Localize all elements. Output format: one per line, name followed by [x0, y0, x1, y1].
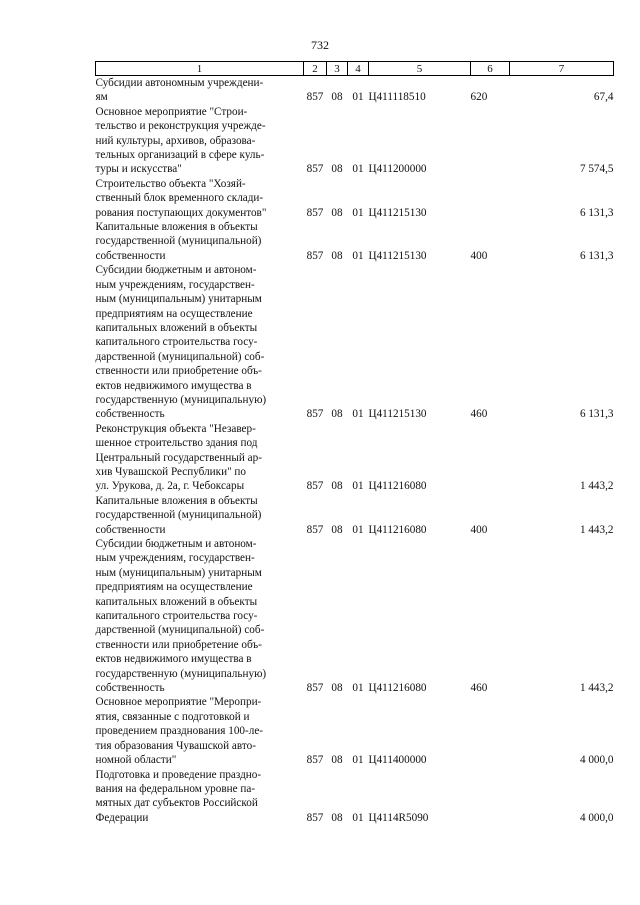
header-col-2: 2	[304, 62, 327, 76]
target-article-code: Ц411216080	[368, 523, 427, 536]
target-article-code: Ц411200000	[368, 163, 427, 176]
expense-type-code	[471, 105, 510, 177]
item-name	[96, 220, 304, 263]
header-col-4: 4	[348, 62, 369, 76]
item-name-line: ным учреждениям, государствен-	[95, 278, 255, 291]
amount: 1 443,2	[579, 523, 614, 536]
item-name-line: собственности	[95, 249, 166, 262]
item-name	[96, 537, 304, 695]
item-name-line: государственную (муниципальную)	[95, 667, 267, 680]
amount: 1 443,2	[579, 480, 614, 493]
table-row	[96, 537, 614, 695]
table-body	[96, 76, 614, 826]
item-name-line: мятных дат субъектов Российской	[95, 797, 258, 810]
table-row	[96, 695, 614, 767]
expense-type-code: 620	[470, 91, 488, 104]
item-name-line: собственность	[95, 682, 165, 695]
item-name-line: Основное мероприятие "Строи-	[95, 105, 248, 118]
amount: 6 131,3	[579, 206, 614, 219]
ministry-code: 857	[306, 682, 324, 695]
section-code: 08	[331, 91, 343, 104]
amount: 6 131,3	[579, 249, 614, 262]
item-name	[96, 768, 304, 826]
ministry-code: 857	[306, 249, 324, 262]
item-name	[96, 263, 304, 421]
section-code: 08	[331, 206, 343, 219]
amount: 67,4	[593, 91, 614, 104]
item-name-line: государственной (муниципальной)	[95, 509, 262, 522]
item-name-line: номной области"	[95, 754, 177, 767]
item-name-line: тельных организаций в сфере куль-	[95, 149, 265, 162]
item-name-line: шенное строительство здания под	[95, 437, 258, 450]
expense-type-code	[471, 695, 510, 767]
item-name-line: Подготовка и проведение праздно-	[95, 768, 262, 781]
item-name	[96, 494, 304, 537]
item-name-line: ектов недвижимого имущества в	[95, 653, 252, 666]
item-name	[96, 76, 304, 105]
section-code: 08	[331, 754, 343, 767]
item-name-line: ственности или приобретение объ-	[95, 365, 262, 378]
target-article-code: Ц411216080	[368, 682, 427, 695]
header-col-3: 3	[327, 62, 348, 76]
section-code: 08	[331, 480, 343, 493]
ministry-code: 857	[306, 480, 324, 493]
section-code: 08	[331, 163, 343, 176]
item-name-line: предприятиям на осуществление	[95, 581, 253, 594]
subsection-code: 01	[352, 811, 364, 824]
item-name-line: капитального строительства госу-	[95, 336, 258, 349]
item-name-line: капитальных вложений в объекты	[95, 595, 258, 608]
table-row	[96, 105, 614, 177]
ministry-code: 857	[306, 408, 324, 421]
section-code: 08	[331, 811, 343, 824]
item-name	[96, 422, 304, 494]
item-name-line: предприятиям на осуществление	[95, 307, 253, 320]
subsection-code: 01	[352, 754, 364, 767]
item-name-line: ям	[95, 91, 108, 104]
target-article-code: Ц411216080	[368, 480, 427, 493]
item-name-line: Строительство объекта "Хозяй-	[95, 177, 246, 190]
subsection-code: 01	[352, 408, 364, 421]
subsection-code: 01	[352, 249, 364, 262]
budget-table	[95, 61, 614, 825]
subsection-code: 01	[352, 91, 364, 104]
table-row	[96, 494, 614, 537]
page-number: 732	[311, 38, 329, 52]
table-row	[96, 422, 614, 494]
table-row	[96, 220, 614, 263]
expense-type-code	[471, 177, 510, 220]
item-name-line: ний культуры, архивов, образова-	[95, 134, 256, 147]
amount: 4 000,0	[579, 754, 614, 767]
item-name-line: государственной (муниципальной)	[95, 235, 262, 248]
section-code: 08	[331, 523, 343, 536]
expense-type-code: 400	[470, 249, 488, 262]
item-name-line: Субсидии бюджетным и автоном-	[95, 264, 257, 277]
item-name-line: вания на федеральном уровне па-	[95, 782, 256, 795]
item-name-line: собственность	[95, 408, 165, 421]
target-article-code: Ц411215130	[368, 408, 427, 421]
amount: 1 443,2	[579, 682, 614, 695]
item-name-line: дарственной (муниципальной) соб-	[95, 350, 265, 363]
subsection-code: 01	[352, 682, 364, 695]
item-name-line: Капитальные вложения в объекты	[95, 494, 258, 507]
ministry-code: 857	[306, 91, 324, 104]
target-article-code: Ц411118510	[368, 91, 426, 104]
section-code: 08	[331, 682, 343, 695]
subsection-code: 01	[352, 523, 364, 536]
item-name-line: тельство и реконструкция учрежде-	[95, 120, 266, 133]
table-row	[96, 76, 614, 105]
target-article-code: Ц411215130	[368, 206, 427, 219]
item-name-line: Центральный государственный ар-	[95, 451, 262, 464]
item-name	[96, 695, 304, 767]
ministry-code: 857	[306, 206, 324, 219]
item-name-line: ным (муниципальным) унитарным	[95, 293, 262, 306]
ministry-code: 857	[306, 811, 324, 824]
expense-type-code: 400	[470, 523, 488, 536]
item-name-line: рования поступающих документов"	[95, 206, 267, 219]
table-header-row	[96, 62, 614, 76]
item-name-line: туры и искусства"	[95, 163, 182, 176]
subsection-code: 01	[352, 480, 364, 493]
item-name-line: ным учреждениям, государствен-	[95, 552, 255, 565]
subsection-code: 01	[352, 206, 364, 219]
item-name-line: Субсидии автономным учреждени-	[95, 77, 264, 89]
section-code: 08	[331, 249, 343, 262]
item-name-line: Капитальные вложения в объекты	[95, 221, 258, 234]
target-article-code: Ц411215130	[368, 249, 427, 262]
table-row	[96, 768, 614, 826]
target-article-code: Ц411400000	[368, 754, 427, 767]
amount: 4 000,0	[579, 811, 614, 824]
item-name-line: дарственной (муниципальной) соб-	[95, 624, 265, 637]
item-name-line: ственный блок временного склади-	[95, 192, 264, 205]
item-name-line: ул. Урукова, д. 2а, г. Чебоксары	[95, 480, 245, 493]
item-name-line: собственности	[95, 523, 166, 536]
expense-type-code: 460	[470, 408, 488, 421]
item-name-line: государственную (муниципальную)	[95, 393, 267, 406]
item-name-line: капитальных вложений в объекты	[95, 321, 258, 334]
target-article-code: Ц4114R5090	[368, 811, 429, 824]
item-name-line: Федерации	[95, 811, 149, 824]
header-col-1: 1	[96, 62, 304, 76]
item-name-line: ятия, связанные с подготовкой и	[95, 710, 250, 723]
header-col-5: 5	[369, 62, 471, 76]
expense-type-code	[471, 422, 510, 494]
item-name	[96, 105, 304, 177]
item-name-line: капитального строительства госу-	[95, 610, 258, 623]
item-name-line: Реконструкция объекта "Незавер-	[95, 422, 256, 435]
header-col-6: 6	[471, 62, 510, 76]
section-code: 08	[331, 408, 343, 421]
item-name-line: ным (муниципальным) унитарным	[95, 566, 262, 579]
ministry-code: 857	[306, 523, 324, 536]
item-name-line: Субсидии бюджетным и автоном-	[95, 538, 257, 550]
amount: 6 131,3	[579, 408, 614, 421]
table-row	[96, 177, 614, 220]
subsection-code: 01	[352, 163, 364, 176]
item-name	[96, 177, 304, 220]
item-name-line: ектов недвижимого имущества в	[95, 379, 252, 392]
item-name-line: проведением празднования 100-ле-	[95, 725, 264, 738]
expense-type-code	[471, 768, 510, 826]
ministry-code: 857	[306, 163, 324, 176]
expense-type-code: 460	[470, 682, 488, 695]
item-name-line: ственности или приобретение объ-	[95, 638, 262, 651]
header-col-7: 7	[510, 62, 614, 76]
ministry-code: 857	[306, 754, 324, 767]
amount: 7 574,5	[579, 163, 614, 176]
item-name-line: хив Чувашской Республики" по	[95, 465, 247, 478]
item-name-line: тия образования Чувашской авто-	[95, 739, 256, 752]
item-name-line: Основное мероприятие "Меропри-	[95, 696, 262, 709]
table-row	[96, 263, 614, 421]
